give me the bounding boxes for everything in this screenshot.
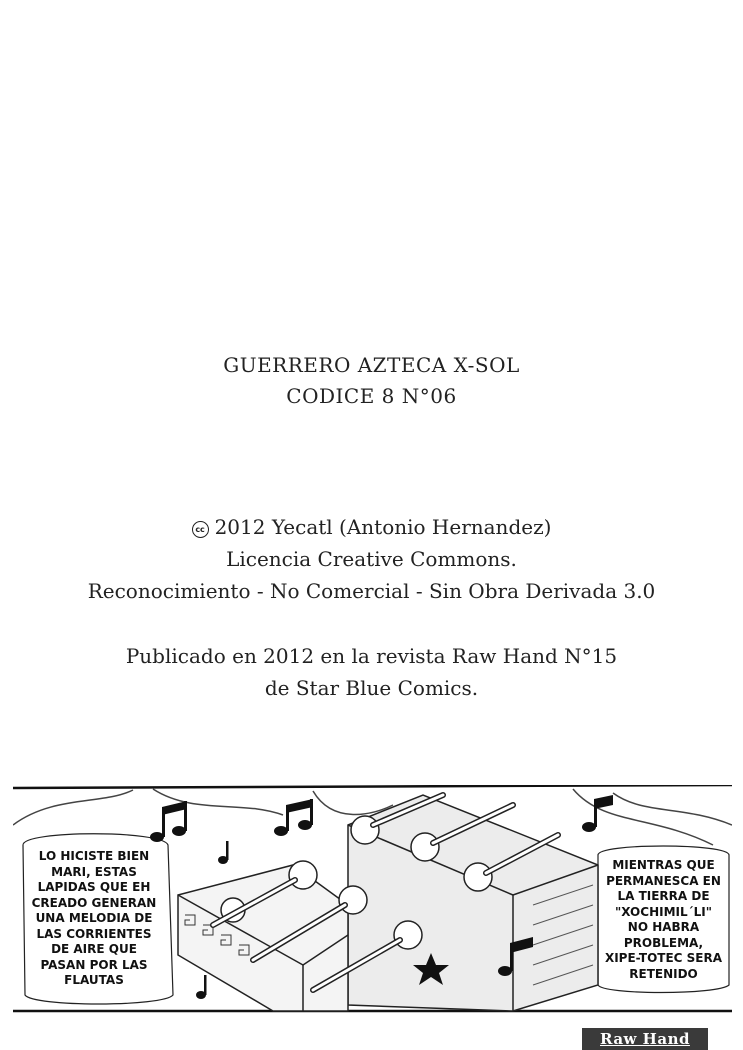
copyright-line (0, 511, 743, 543)
title-line-1: GUERRERO AZTECA X-SOL (223, 353, 520, 377)
speech-bubble-left: LO HICISTE BIEN MARI, ESTAS LAPIDAS QUE EH CREADO GENERAN UNA MELODIA DE LAS CORRIENTES DE AIRE QUE PASAN POR LAS FLAUTAS (31, 849, 157, 987)
license-line: Licencia Creative Commons. (226, 547, 517, 571)
publication-line-1: Publicado en 2012 en la revista Raw Hand N°15 (125, 644, 618, 668)
comic-title (0, 350, 743, 412)
copyright-text: 2012 Yecatl (Antonio Hernandez) (214, 515, 552, 539)
title-line-2: CODICE 8 N°06 (286, 384, 457, 408)
raw-hand-logo (582, 1028, 708, 1050)
logo-text: Raw Hand (600, 1030, 690, 1048)
speech-bubble-right: MIENTRAS QUE PERMANESCA EN LA TIERRA DE "XOCHIMIL´LI" NO HABRA PROBLEMA, XIPE-TOTEC SERA RETENIDO (604, 858, 723, 981)
comic-panel (13, 785, 732, 1013)
publication-block (0, 640, 743, 704)
credits-block (0, 511, 743, 607)
creative-commons-icon: cc (192, 521, 209, 538)
license-terms-line: Reconocimiento - No Comercial - Sin Obra Derivada 3.0 (87, 579, 656, 603)
publication-line-2: de Star Blue Comics. (264, 676, 479, 700)
